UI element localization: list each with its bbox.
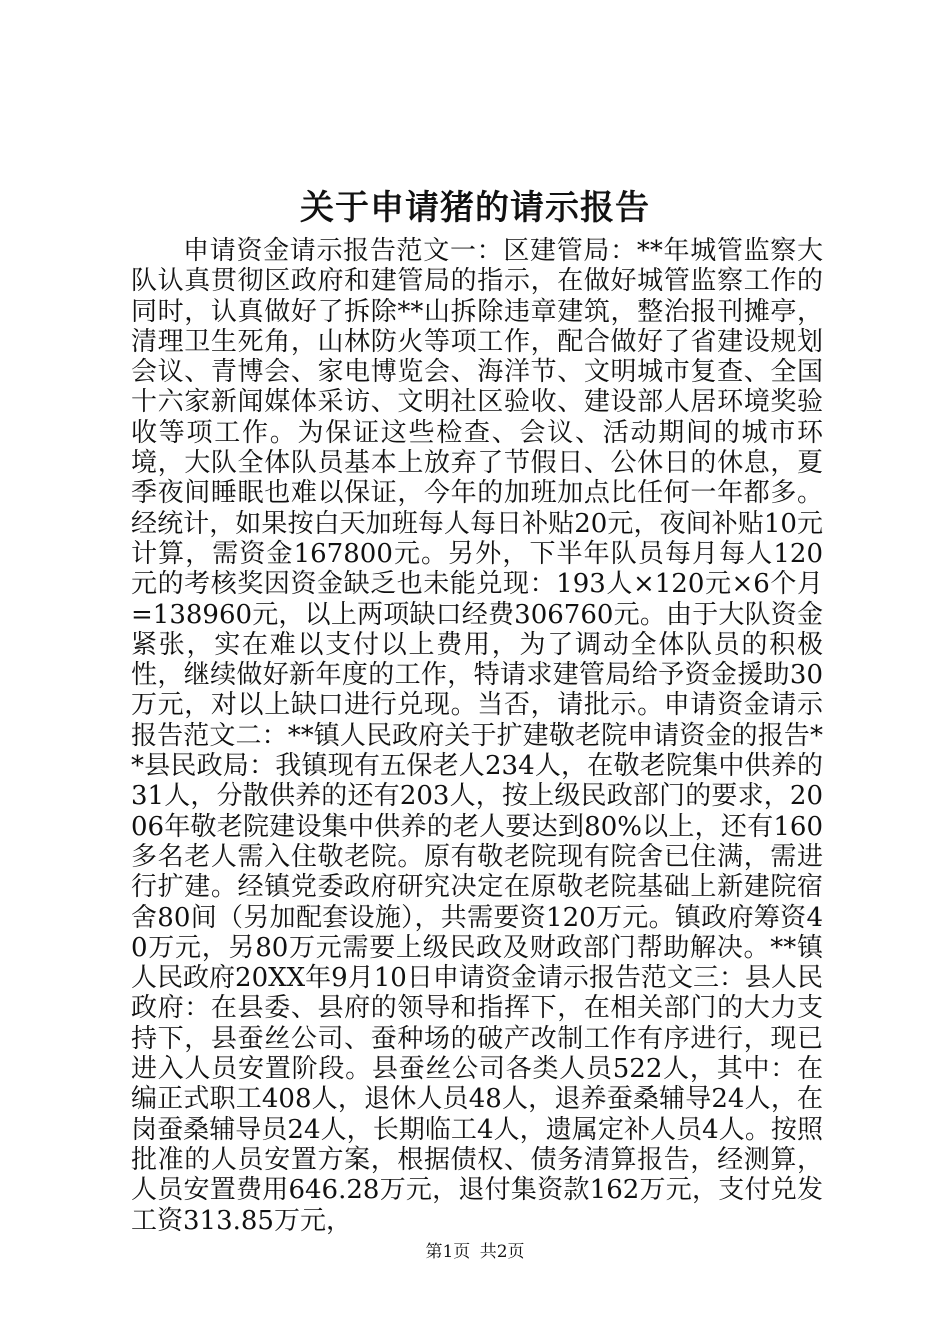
page-footer bbox=[0, 1240, 950, 1264]
document-body: 申请资金请示报告范文一：区建管局：**年城管监察大队认真贯彻区政府和建管局的指示，在做好城管监察工作的同时，认真做好了拆除**山拆除违章建筑，整治报刊摊亭，清理卫生死角，山林防火等项工作，配合做好了省建设规划会议、青博会、家电博览会、海洋节、文明城市复查、全国十六家新闻媒体采访、文明社区验收、建设部人居环境奖验收等项工作。为保证这些检查、会议、活动期间的城市环境，大队全体队员基本上放弃了节假日、公休日的休息，夏季夜间睡眠也难以保证，今年的加班加点比任何一年都多。经统计，如果按白天加班每人每日补贴20元，夜间补贴10元计算，需资金167800元。另外，下半年队员每月每人120元的考核奖因资金缺乏也未能兑现：193人×120元×6个月=138960元，以上两项缺口经费306760元。由于大队资金紧张，实在难以支付以上费用，为了调动全体队员的积极性，继续做好新年度的工作，特请求建管局给予资金援助30万元，对以上缺口进行兑现。当否，请批示。申请资金请示报告范文二：**镇人民政府关于扩建敬老院申请资金的报告**县民政局：我镇现有五保老人234人，在敬老院集中供养的31人，分散供养的还有203人，按上级民政部门的要求，2006年敬老院建设集中供养的老人要达到80%以上，还有160多名老人需入住敬老院。原有敬老院现有院舍已住满，需进行扩建。经镇党委政府研究决定在原敬老院基础上新建院宿舍80间（另加配套设施），共需要资120万元。镇政府筹资40万元，另80万元需要上级民政及财政部门帮助解决。**镇人民政府20XX年9月10日申请资金请示报告范文三：县人民政府：在县委、县府的领导和指挥下，在相关部门的大力支持下，县蚕丝公司、蚕种场的破产改制工作有序进行，现已进入人员安置阶段。县蚕丝公司各类人员522人，其中：在编正式职工408人，退休人员48人，退养蚕桑辅导24人，在岗蚕桑辅导员24人，长期临工4人，遗属定补人员4人。按照批准的人员安置方案，根据债权、债务清算报告，经测算，人员安置费用646.28万元，退付集资款162万元，支付兑发工资313.85万元， bbox=[131, 236, 823, 1236]
page-number-total: 共2页 bbox=[479, 1242, 525, 1262]
document-title: 关于申请猪的请示报告 bbox=[300, 188, 650, 228]
page-number-current: 第1页 bbox=[425, 1242, 471, 1262]
